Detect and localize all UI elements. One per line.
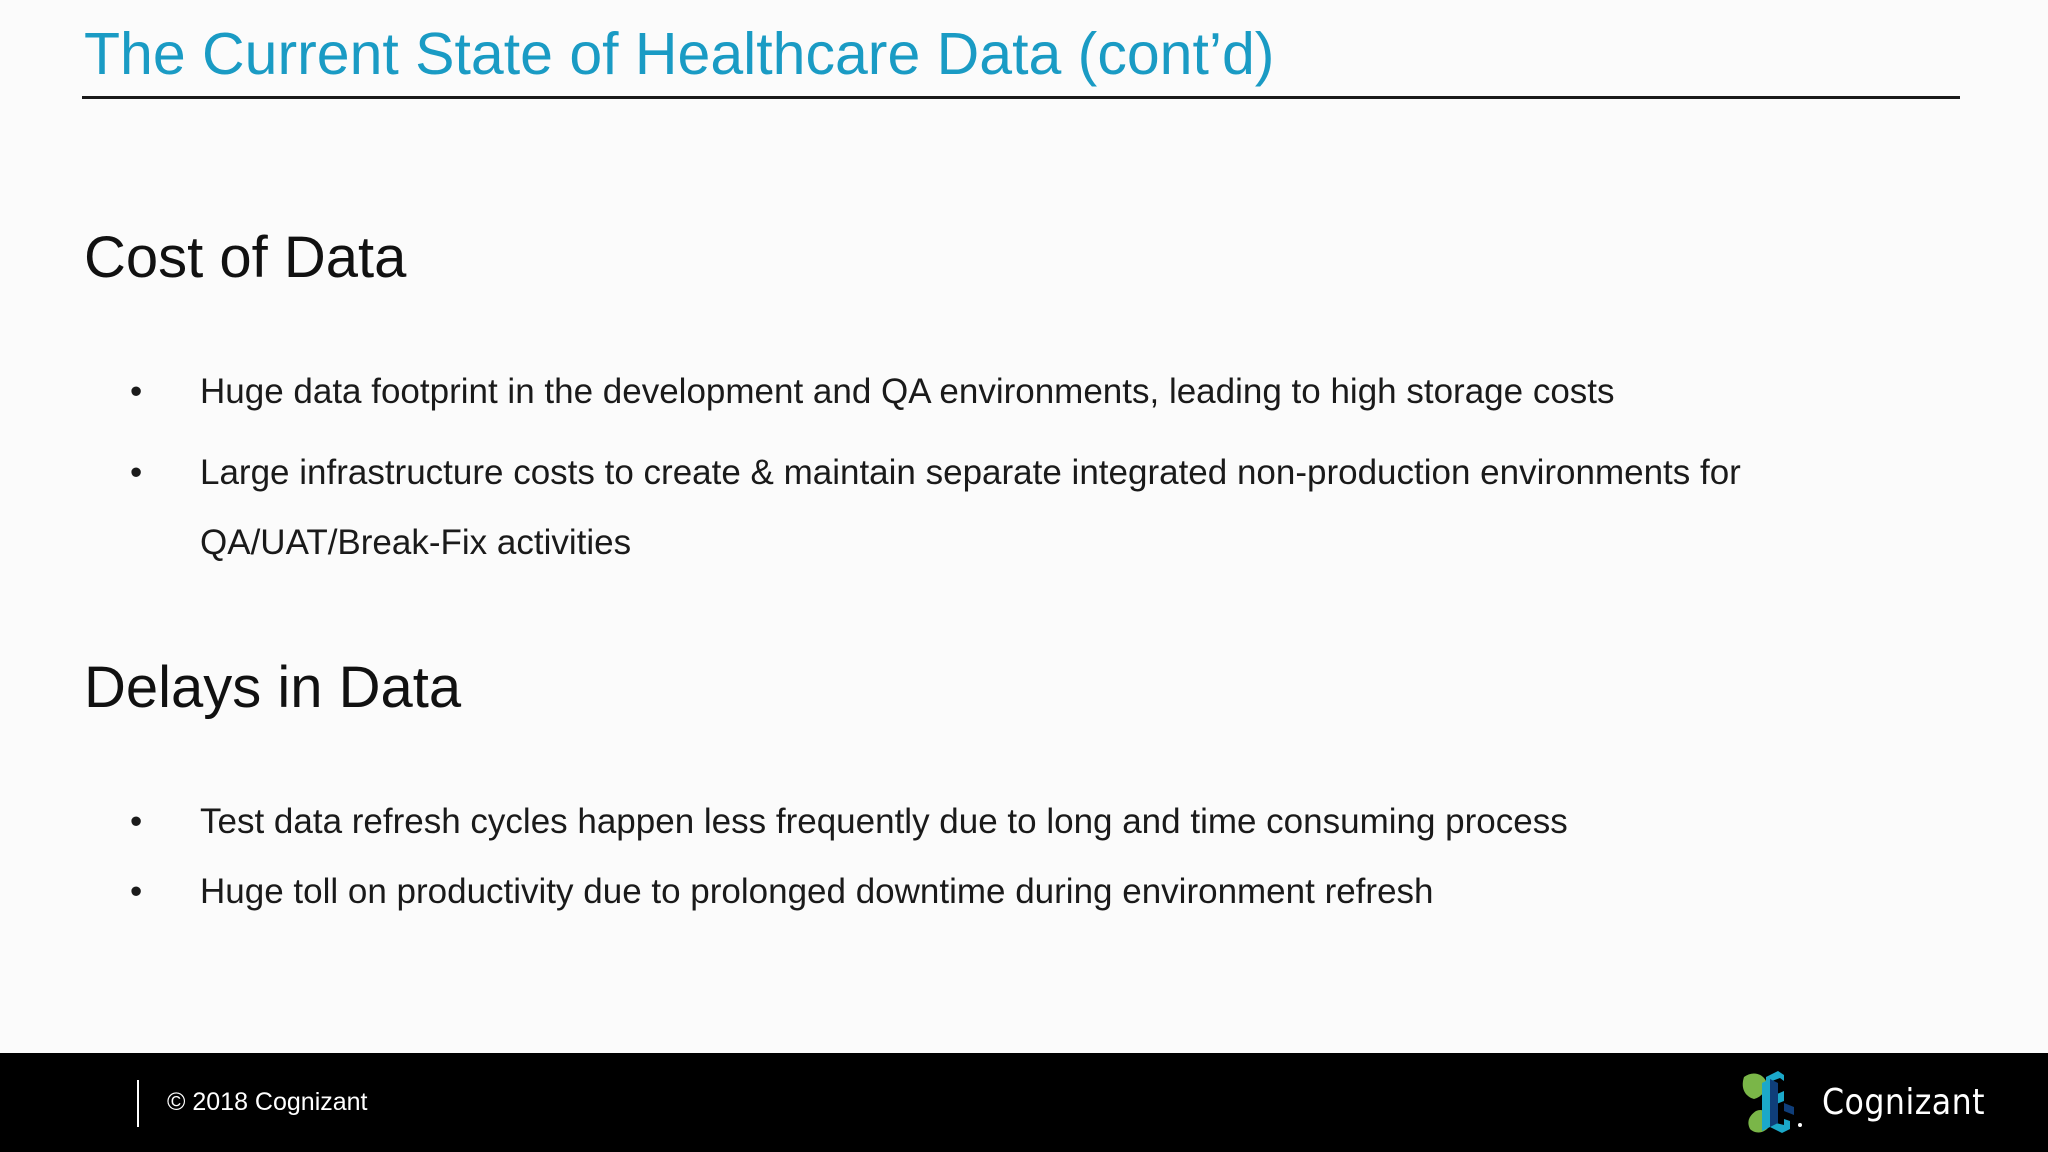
cognizant-logo-text: Cognizant [1822,1082,1986,1123]
bullet-item [130,787,1950,857]
section-heading-delays-in-data: Delays in Data [84,655,462,720]
bullet-dot-icon: • [130,372,143,411]
slide-title: The Current State of Healthcare Data (cont’d) [84,21,1275,87]
bullet-item [130,357,1950,427]
cost-of-data-bullet-list [130,357,1950,578]
bullet-text: Large infrastructure costs to create & maintain separate integrated non-production environments for QA/UAT/Break-Fix activities [200,453,1741,562]
bullet-item [130,438,1950,578]
footer-divider [137,1080,139,1127]
footer-bar [0,1053,2048,1152]
bullet-dot-icon: • [130,872,143,911]
bullet-text: Huge data footprint in the development and QA environments, leading to high storage costs [200,372,1615,411]
bullet-text: Huge toll on productivity due to prolonged downtime during environment refresh [200,872,1434,911]
title-divider [82,96,1960,99]
bullet-dot-icon: • [130,453,143,492]
cognizant-logo [1738,1067,1986,1141]
cognizant-logo-icon [1738,1067,1810,1141]
copyright-text: © 2018 Cognizant [167,1088,368,1116]
delays-in-data-bullet-list [130,787,1950,927]
bullet-item [130,857,1950,927]
section-heading-cost-of-data: Cost of Data [84,225,407,290]
bullet-text: Test data refresh cycles happen less frequently due to long and time consuming process [200,802,1568,841]
bullet-dot-icon: • [130,802,143,841]
